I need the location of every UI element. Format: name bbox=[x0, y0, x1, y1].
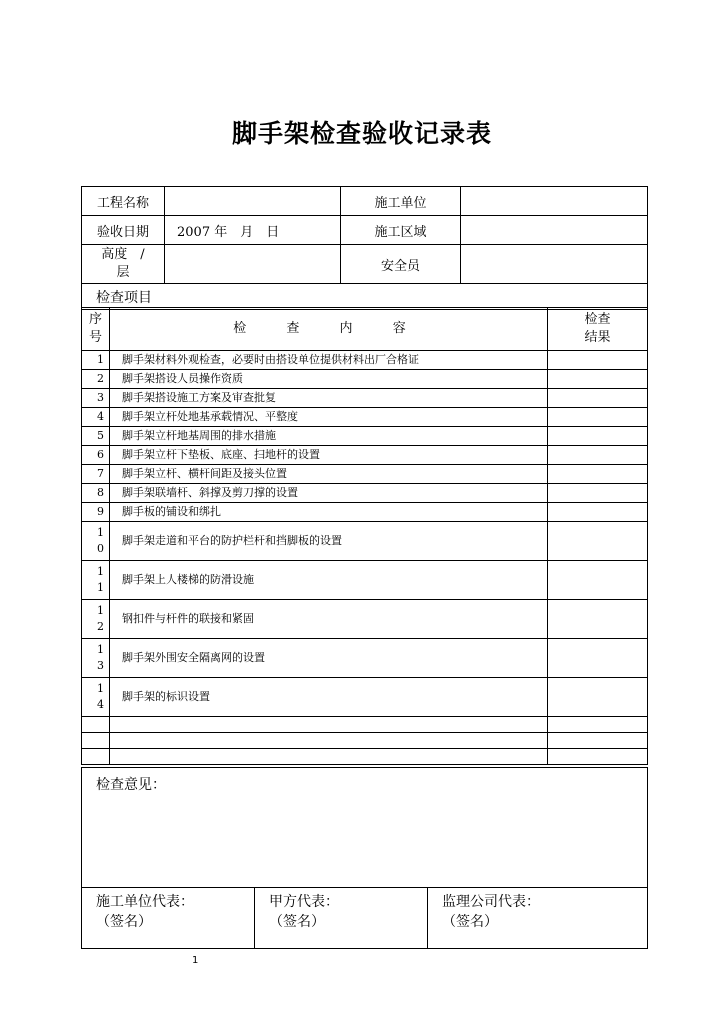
item-text: 脚手架立杆处地基承载情况、平整度 bbox=[110, 408, 548, 427]
height-field[interactable] bbox=[165, 245, 341, 284]
item-number: 4 bbox=[82, 408, 110, 427]
item-text: 脚手架联墙杆、斜撑及剪刀撑的设置 bbox=[110, 484, 548, 503]
opinion-box[interactable] bbox=[82, 768, 648, 888]
item-text: 脚手架材料外观检查，必要时由搭设单位提供材料出厂合格证 bbox=[110, 351, 548, 370]
item-text: 脚手架的标识设置 bbox=[110, 678, 548, 717]
result-header bbox=[548, 308, 648, 351]
result-cell[interactable] bbox=[548, 600, 648, 639]
item-number: 1 bbox=[82, 351, 110, 370]
seq-header-line1: 序 bbox=[88, 312, 102, 327]
item-number: 7 bbox=[82, 465, 110, 484]
item-number: 6 bbox=[82, 446, 110, 465]
signature-label: 监理公司代表： bbox=[442, 894, 540, 910]
table-row bbox=[82, 503, 648, 522]
seq-header bbox=[82, 308, 110, 351]
table-row bbox=[82, 408, 648, 427]
safety-officer-field[interactable] bbox=[461, 245, 648, 284]
table-row bbox=[82, 465, 648, 484]
item-number: 2 bbox=[82, 370, 110, 389]
table-row bbox=[82, 484, 648, 503]
table-row bbox=[82, 427, 648, 446]
item-number-line2: 0 bbox=[97, 542, 104, 555]
signature-label: 施工单位代表： bbox=[96, 894, 194, 910]
result-cell[interactable] bbox=[548, 427, 648, 446]
item-number bbox=[82, 678, 110, 717]
table-row bbox=[82, 561, 648, 600]
item-number bbox=[82, 600, 110, 639]
project-name-label: 工程名称 bbox=[82, 187, 165, 216]
owner-signature[interactable] bbox=[255, 888, 428, 949]
table-row bbox=[82, 446, 648, 465]
item-number-line1: 1 bbox=[97, 682, 104, 695]
result-header-line2: 结果 bbox=[584, 330, 611, 345]
signature-table bbox=[81, 767, 648, 949]
item-text: 脚手架搭设施工方案及审查批复 bbox=[110, 389, 548, 408]
header-table bbox=[81, 186, 648, 310]
item-text: 脚手架立杆、横杆间距及接头位置 bbox=[110, 465, 548, 484]
opinion-label: 检查意见： bbox=[96, 777, 166, 793]
item-text: 脚手架外围安全隔离网的设置 bbox=[110, 639, 548, 678]
acceptance-date-label: 验收日期 bbox=[82, 216, 165, 245]
supervisor-signature[interactable] bbox=[428, 888, 648, 949]
table-row bbox=[82, 600, 648, 639]
item-text: 脚手架搭设人员操作资质 bbox=[110, 370, 548, 389]
result-cell[interactable] bbox=[548, 522, 648, 561]
item-number-line1: 1 bbox=[97, 604, 104, 617]
height-label-line2: 层 bbox=[116, 265, 130, 280]
item-number: 5 bbox=[82, 427, 110, 446]
item-number-line2: 2 bbox=[97, 620, 104, 633]
empty-row bbox=[82, 749, 648, 765]
item-number bbox=[82, 561, 110, 600]
table-row bbox=[82, 522, 648, 561]
inspection-items-table bbox=[81, 307, 648, 765]
item-text: 脚手架走道和平台的防护栏杆和挡脚板的设置 bbox=[110, 522, 548, 561]
signature-sign: （签名） bbox=[269, 914, 325, 930]
result-cell[interactable] bbox=[548, 370, 648, 389]
table-row bbox=[82, 678, 648, 717]
result-cell[interactable] bbox=[548, 503, 648, 522]
acceptance-date-field[interactable]: 2007 年 月 日 bbox=[165, 216, 341, 245]
empty-row bbox=[82, 717, 648, 733]
page-number: 1 bbox=[192, 955, 199, 966]
height-label bbox=[82, 245, 165, 284]
result-cell[interactable] bbox=[548, 389, 648, 408]
table-row bbox=[82, 370, 648, 389]
item-number: 3 bbox=[82, 389, 110, 408]
project-name-field[interactable] bbox=[165, 187, 341, 216]
result-cell[interactable] bbox=[548, 446, 648, 465]
result-cell[interactable] bbox=[548, 484, 648, 503]
construction-unit-field[interactable] bbox=[461, 187, 648, 216]
item-number bbox=[82, 639, 110, 678]
item-text: 脚手架立杆地基周围的排水措施 bbox=[110, 427, 548, 446]
contractor-signature[interactable] bbox=[82, 888, 255, 949]
item-number-line1: 1 bbox=[97, 526, 104, 539]
height-label-line1: 高度 / bbox=[101, 247, 145, 262]
empty-row bbox=[82, 733, 648, 749]
item-number: 8 bbox=[82, 484, 110, 503]
seq-header-line2: 号 bbox=[88, 330, 102, 345]
result-cell[interactable] bbox=[548, 639, 648, 678]
item-number-line2: 4 bbox=[97, 698, 104, 711]
signature-sign: （签名） bbox=[442, 914, 498, 930]
item-text: 脚手架上人楼梯的防滑设施 bbox=[110, 561, 548, 600]
result-header-line1: 检查 bbox=[584, 312, 611, 327]
item-text: 钢扣件与杆件的联接和紧固 bbox=[110, 600, 548, 639]
item-number-line1: 1 bbox=[97, 643, 104, 656]
item-number-line2: 3 bbox=[97, 659, 104, 672]
construction-unit-label: 施工单位 bbox=[341, 187, 461, 216]
result-cell[interactable] bbox=[548, 351, 648, 370]
item-text: 脚手架立杆下垫板、底座、扫地杆的设置 bbox=[110, 446, 548, 465]
section-label: 检查项目 bbox=[82, 284, 648, 310]
result-cell[interactable] bbox=[548, 408, 648, 427]
item-text: 脚手板的铺设和绑扎 bbox=[110, 503, 548, 522]
table-row bbox=[82, 351, 648, 370]
table-row bbox=[82, 639, 648, 678]
item-number: 9 bbox=[82, 503, 110, 522]
content-header: 检 查 内 容 bbox=[110, 308, 548, 351]
item-number-line2: 1 bbox=[97, 581, 104, 594]
item-number bbox=[82, 522, 110, 561]
safety-officer-label: 安全员 bbox=[341, 245, 461, 284]
signature-sign: （签名） bbox=[96, 914, 152, 930]
table-row bbox=[82, 389, 648, 408]
construction-area-field[interactable] bbox=[461, 216, 648, 245]
page-title: 脚手架检查验收记录表 bbox=[231, 119, 492, 148]
construction-area-label: 施工区域 bbox=[341, 216, 461, 245]
item-number-line1: 1 bbox=[97, 565, 104, 578]
result-cell[interactable] bbox=[548, 465, 648, 484]
signature-label: 甲方代表： bbox=[269, 894, 339, 910]
result-cell[interactable] bbox=[548, 561, 648, 600]
result-cell[interactable] bbox=[548, 678, 648, 717]
